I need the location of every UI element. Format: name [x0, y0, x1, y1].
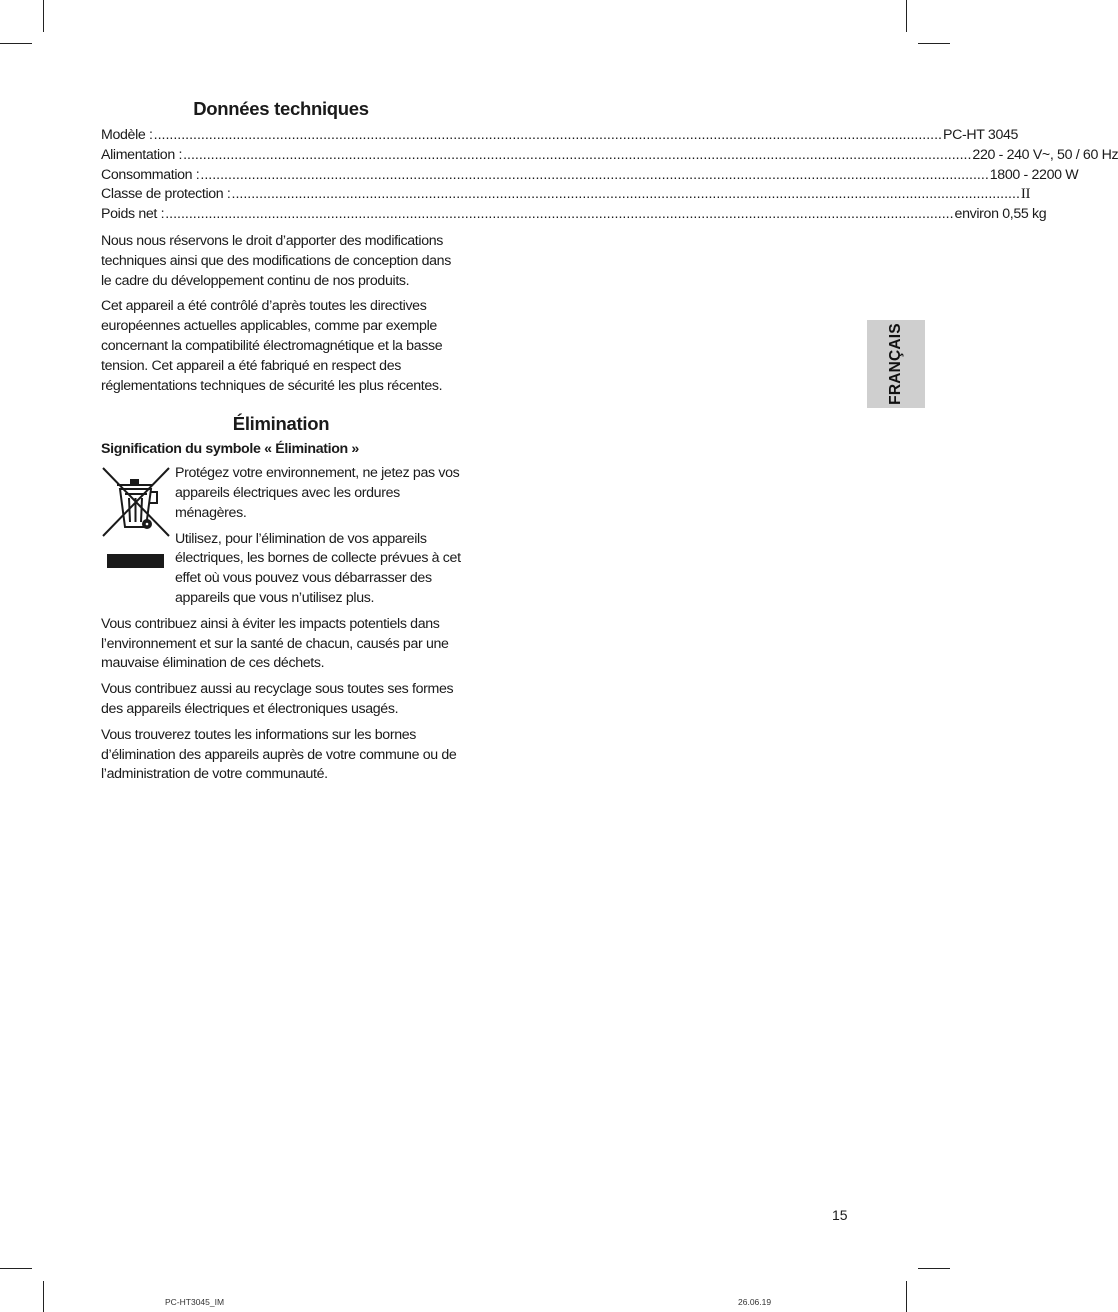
crop-mark-tl-h: [0, 43, 32, 44]
crop-mark-bl-h: [0, 1268, 32, 1269]
spec-value: 1800 - 2200 W: [989, 166, 1079, 183]
spec-label: Consommation :: [101, 166, 200, 183]
spec-row-consumption: [101, 166, 1079, 186]
spec-value: PC-HT 3045: [942, 127, 1019, 143]
crop-mark-br-v: [906, 1281, 907, 1312]
footer-document-id: PC-HT3045_IM: [165, 1297, 225, 1307]
disposal-paragraph-1: Protégez votre environnement, ne jetez pas vos appareils électriques avec les ordures ménagères.: [175, 465, 460, 521]
conformity-paragraph: Cet appareil a été contrôlé d’après toutes les directives européennes actuelles applicables, comme par exemple concernant la compatibilité électromagnétique et la basse tension. Cet appareil a été fabriqué en respect des réglementations techniques de sécurité les plus récentes.: [101, 298, 443, 394]
disposal-subtitle: Signification du symbole « Élimination »: [101, 441, 359, 458]
crop-mark-tr-v: [906, 0, 907, 32]
spec-row-power-supply: [101, 146, 1118, 166]
reserve-paragraph: Nous nous réservons le droit d’apporter des modifications techniques ainsi que des modifications de conception dans le cadre du développement continu de nos produits.: [101, 232, 451, 289]
specs-title: Données techniques: [193, 98, 369, 119]
disposal-symbol-text: [175, 464, 461, 609]
crossed-out-wheeled-bin-icon: [101, 464, 175, 586]
spec-label: Classe de protection :: [101, 186, 231, 203]
spec-label: Modèle :: [101, 127, 153, 143]
spec-label: Alimentation :: [101, 146, 183, 163]
spec-row-net-weight: [101, 205, 1047, 225]
spec-value: environ 0,55 kg: [954, 206, 1047, 223]
page-number: 15: [832, 1207, 848, 1223]
spec-value: II: [1020, 186, 1031, 203]
footer-date: 26.06.19: [738, 1297, 772, 1307]
disposal-title: Élimination: [232, 413, 330, 435]
leader-dots: ........................................................................................................................................................................................................: [165, 206, 954, 223]
disposal-symbol-row: [101, 464, 461, 609]
spec-value: 220 - 240 V~, 50 / 60 Hz: [972, 146, 1118, 163]
crop-mark-tl-v: [43, 0, 44, 32]
crop-mark-bl-v: [43, 1281, 44, 1312]
disposal-paragraph-4: Vous contribuez aussi au recyclage sous toutes ses formes des appareils électriques et électroniques usagés.: [101, 681, 454, 717]
spec-row-protection-class: [101, 185, 1031, 205]
spec-label: Poids net :: [101, 206, 165, 223]
leader-dots: ........................................................................................................................................................................................................: [231, 186, 1020, 203]
disposal-paragraph-5: Vous trouverez toutes les informations sur les bornes d’élimination des appareils auprès de votre commune ou de l’administration de votre communauté.: [101, 726, 457, 783]
disposal-paragraph-2: Utilisez, pour l’élimination de vos appareils électriques, les bornes de collecte prévues à cet effet où vous pouvez vous débarrasser des appareils que vous n’utilisez plus.: [175, 530, 461, 606]
leader-dots: ........................................................................................................................................................................................................: [153, 127, 942, 143]
disposal-section: [101, 411, 461, 785]
language-tab: [867, 320, 925, 408]
crop-mark-br-h: [918, 1268, 950, 1269]
leader-dots: ........................................................................................................................................................................................................: [183, 146, 972, 163]
weee-symbol: [101, 464, 175, 586]
spec-list: [101, 126, 1118, 225]
crop-mark-tr-h: [918, 43, 950, 44]
leader-dots: ........................................................................................................................................................................................................: [200, 166, 989, 183]
spec-row-model: [101, 126, 1019, 146]
disposal-paragraph-3: Vous contribuez ainsi à éviter les impacts potentiels dans l’environnement et sur la santé de chacun, causés par une mauvaise élimination de ces déchets.: [101, 615, 449, 672]
language-tab-label: FRANÇAIS: [887, 323, 904, 405]
